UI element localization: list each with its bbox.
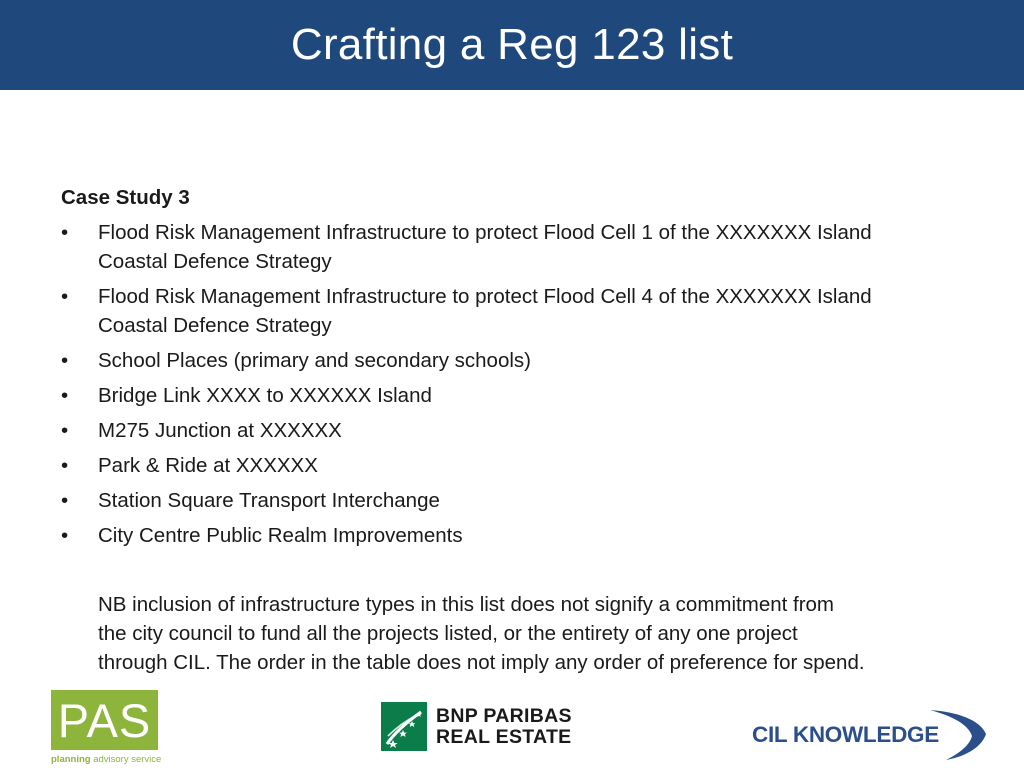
list-item (61, 486, 961, 515)
list-item-line: Station Square Transport Interchange (98, 489, 440, 512)
bnp-logo-text (436, 706, 572, 748)
slide-title: Crafting a Reg 123 list (290, 20, 734, 69)
list-item-line: Park & Ride at XXXXXX (98, 454, 318, 477)
pas-logo-mark: PAS (51, 690, 158, 750)
list-item-line: Bridge Link XXXX to XXXXXX Island (98, 384, 432, 407)
bullet-icon: • (61, 419, 69, 442)
title-bar (0, 0, 1024, 90)
bullet-icon: • (61, 524, 69, 547)
list-item (61, 282, 961, 340)
swoosh-icon (928, 706, 988, 761)
list-item-line: City Centre Public Realm Improvements (98, 524, 463, 547)
list-item (61, 346, 961, 375)
bnp-logo-line2: REAL ESTATE (436, 725, 572, 748)
bullet-list (61, 218, 961, 550)
list-item-line: School Places (primary and secondary schools) (98, 349, 531, 372)
list-item (61, 451, 961, 480)
list-item-line: Coastal Defence Strategy (98, 250, 332, 273)
disclaimer-note (61, 590, 938, 677)
bullet-icon: • (61, 349, 69, 372)
bullet-icon: • (61, 285, 69, 308)
bullet-icon: • (61, 221, 69, 244)
pas-logo-tagline (51, 754, 161, 765)
bullet-icon: • (61, 384, 69, 407)
bullet-icon: • (61, 489, 69, 512)
list-item-line: M275 Junction at XXXXXX (98, 419, 342, 442)
bnp-stars-icon (381, 702, 427, 751)
slide-content (61, 183, 961, 677)
bnp-logo-line1: BNP PARIBAS (436, 704, 572, 727)
pas-tagline-rest: advisory service (90, 754, 162, 765)
bnp-paribas-logo (381, 702, 572, 751)
list-item (61, 381, 961, 410)
list-item-line: Flood Risk Management Infrastructure to protect Flood Cell 4 of the XXXXXXX Island (98, 285, 872, 308)
cil-knowledge-logo (752, 706, 988, 761)
list-item (61, 416, 961, 445)
bullet-icon: • (61, 454, 69, 477)
pas-tagline-bold: planning (51, 754, 91, 765)
cil-logo-text: CIL KNOWLEDGE (752, 722, 939, 747)
list-item (61, 521, 961, 550)
list-item (61, 218, 961, 276)
list-item-line: Flood Risk Management Infrastructure to protect Flood Cell 1 of the XXXXXXX Island (98, 221, 872, 244)
pas-logo (51, 690, 161, 765)
case-study-heading: Case Study 3 (61, 186, 190, 209)
note-line: the city council to fund all the projects listed, or the entirety of any one project (98, 622, 798, 645)
list-item-line: Coastal Defence Strategy (98, 314, 332, 337)
note-line: through CIL. The order in the table does not imply any order of preference for spend. (98, 651, 865, 674)
note-line: NB inclusion of infrastructure types in this list does not signify a commitment from (98, 593, 835, 616)
